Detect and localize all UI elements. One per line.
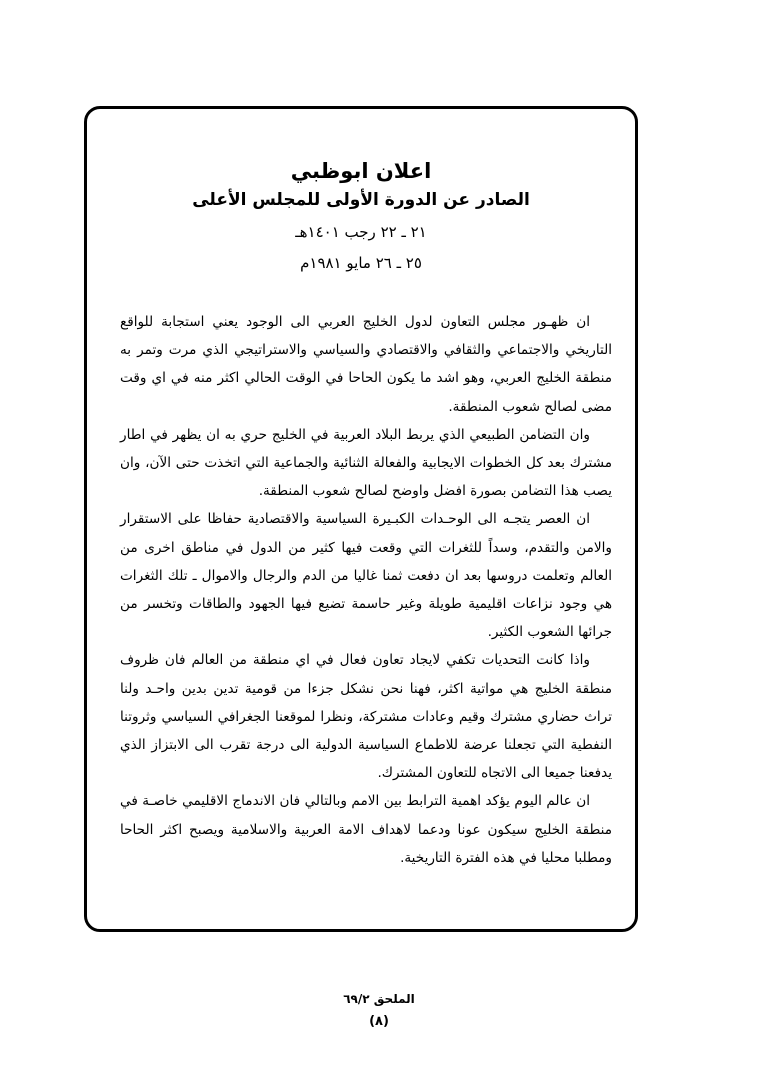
paragraph: ان ظهـور مجلس التعاون لدول الخليج العربي الى الوجود يعني استجابة للواقع التاريخي والاجتماعي والثقافي والاقتصادي والسياسي والاستراتيجي الذي مرت وتمر به منطقة الخليج العربي، وهو اشد ما يكون الحاحا في الوقت الحالي اكثر منه في اي وقت مضى لصالح شعوب المنطقة. (120, 314, 612, 415)
document-subtitle: الصادر عن الدورة الأولى للمجلس الأعلى (192, 190, 530, 210)
paragraph: وان التضامن الطبيعي الذي يربط البلاد العربية في الخليج حري به ان يظهر في اطار مشترك بعد كل الخطوات الايجابية والفعالة الثنائية والجماعية التي اتخذت حتى الآن، وان يصب هذا التضامن بصورة افضل واوضح لصالح شعوب المنطقة. (120, 426, 612, 500)
document-title: اعلان ابوظبي (290, 159, 432, 183)
paragraph: ان عالم اليوم يؤكد اهمية الترابط بين الامم وبالتالي فان الاندماج الاقليمي خاصـة في منطقة الخليج سيكون عونا ودعما لاهداف الامة العربية والاسلامية ويصبح اكثر الحاحا ومطلبا محليا في هذه الفترة التاريخية. (120, 793, 612, 866)
annex-label: الملحق ٦٩/٢ (343, 992, 415, 1006)
paragraph: واذا كانت التحديات تكفي لايجاد تعاون فعال في اي منطقة من العالم فان ظروف منطقة الخليج هي مواتية اكثر، فهنا نحن نشكل جزءا من قومية تدين بدين واحـد ولنا تراث حضاري مشترك وقيم وعادات مشتركة، ونظرا لموقعنا الجغرافي السياسي وثروتنا النفطية التي تجعلنا عرضة للاطماع السياسية الدولية الى درجة تقرب الى الابتزاز الذي يدفعنا جميعا الى الاتجاه للتعاون المشترك. (120, 652, 612, 782)
paragraph: ان العصر يتجـه الى الوحـدات الكبـيرة السياسية والاقتصادية حفاظا على الاستقرار والامن والتقدم، وسداً للثغرات التي وقعت فيها كثير من الدول في مناطق اخرى من العالم وتعلمت دروسها بعد ان دفعت ثمنا غاليا من الدم والرجال والاموال ـ تلك الثغرات هي وجود نزاعات اقليمية طويلة وغير حاسمة تضيع فيها الجهود والطاقات وتخسر من جرائها الشعوب الكثير. (120, 511, 612, 641)
date-hijri: ٢١ ـ ٢٢ رجب ١٤٠١هـ (295, 223, 427, 241)
date-gregorian: ٢٥ ـ ٢٦ مايو ١٩٨١م (300, 254, 422, 272)
document-body (120, 308, 612, 872)
page-number: (٨) (369, 1014, 389, 1029)
